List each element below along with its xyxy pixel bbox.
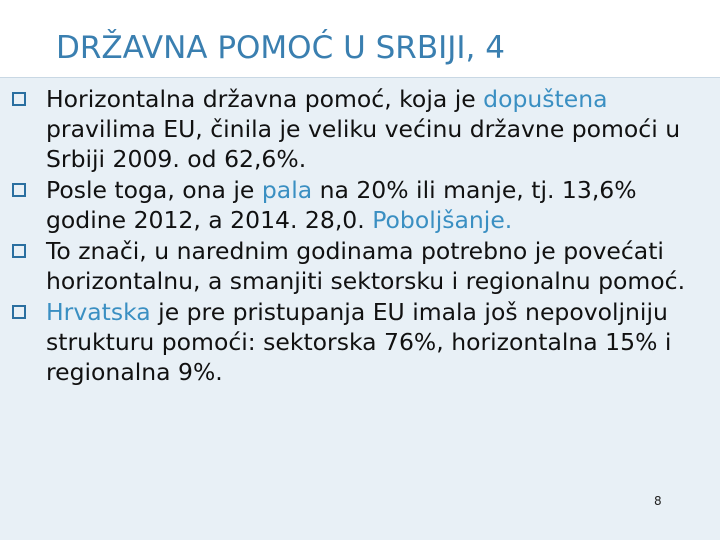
square-bullet-icon <box>12 92 26 106</box>
slide-title: DRŽAVNA POMOĆ U SRBIJI, 4 <box>56 30 505 66</box>
bullet-item-dopustena <box>12 84 717 174</box>
square-bullet-icon <box>12 244 26 258</box>
highlight-text: Hrvatska <box>46 298 151 326</box>
bullet-item-pala <box>12 175 717 235</box>
bullet-text: na 20% ili manje, tj. 13,6% godine 2012, a 2014. 28,0. <box>46 176 637 234</box>
bullet-text: Horizontalna državna pomoć, koja je <box>46 85 484 113</box>
page-number: 8 <box>654 494 662 508</box>
square-bullet-icon <box>12 183 26 197</box>
highlight-text: pala <box>261 176 313 204</box>
bullet-text: pravilima EU, činila je veliku većinu državne pomoći u Srbiji 2009. od 62,6%. <box>46 115 681 173</box>
highlight-text: Poboljšanje. <box>372 206 513 234</box>
bullet-item-hrvatska <box>12 297 717 387</box>
highlight-text: dopuštena <box>483 85 608 113</box>
bullet-list <box>12 84 717 388</box>
bullet-text: je pre pristupanja EU imala još nepovoljniju strukturu pomoći: sektorska 76%, horizontalna 15% i regionalna 9%. <box>46 298 672 386</box>
square-bullet-icon <box>12 305 26 319</box>
bullet-text: To znači, u narednim godinama potrebno je povećati horizontalnu, a smanjiti sektorsku i regionalnu pomoć. <box>46 237 686 295</box>
bullet-text: Posle toga, ona je <box>46 176 262 204</box>
bullet-item-to-znaci <box>12 236 717 296</box>
